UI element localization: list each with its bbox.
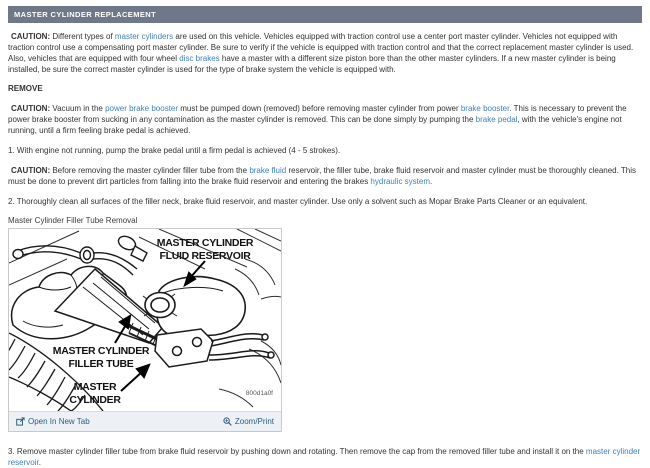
figure-illustration (9, 229, 281, 411)
body-text: Before removing the master cylinder filler tube from the (50, 166, 250, 175)
caution-paragraph-2 (8, 103, 642, 136)
body-text: Different types of (50, 32, 115, 41)
figure-footer (9, 411, 281, 431)
remove-heading: REMOVE (8, 84, 43, 93)
caution-paragraph-3 (8, 165, 642, 187)
figure-panel (8, 228, 282, 432)
body-text: must be pumped down (removed) before removing master cylinder from power (178, 104, 461, 113)
caution-paragraph-1 (8, 31, 642, 75)
figure-label-filler-line1: MASTER CYLINDER (52, 345, 150, 357)
link-master-cylinder-reservoir[interactable]: master cylinder reservoir (8, 447, 641, 467)
caution-label: CAUTION: (11, 32, 51, 41)
page-title: MASTER CYLINDER REPLACEMENT (14, 10, 157, 19)
link-power-brake-booster[interactable]: power brake booster (105, 104, 179, 113)
figure-code: 800d1a0f (245, 390, 273, 397)
figure-label-reservoir-line1: MASTER CYLINDER (156, 237, 254, 249)
body-text: reservoir, the filler tube, brake fluid reservoir and master cylinder must be thoroughly cleaned. This must be done to prevent dirt particles from falling into the brake fluid reservoir and entering the brakes (8, 166, 637, 186)
figure-label-cylinder-line2: CYLINDER (69, 394, 121, 406)
link-brake-booster[interactable]: brake booster (460, 104, 510, 113)
link-brake-pedal[interactable]: brake pedal (475, 115, 518, 124)
zoom-print-label: Zoom/Print (234, 417, 274, 426)
body-text: 3. Remove master cylinder filler tube from brake fluid reservoir by pushing down and rotating. Then remove the cap from the removed filler tube and install it on the (8, 447, 586, 456)
caution-label: CAUTION: (11, 166, 51, 175)
link-disc-brakes[interactable]: disc brakes (179, 54, 220, 63)
body-text: Vacuum in the (50, 104, 106, 113)
body-text: have a master with a different size piston bore than the other master cylinders. If a new master cylinder is being installed, be sure the correct master cylinder is used for the type of brake system the vehicle is equipped with. (8, 54, 616, 74)
figure-caption: Master Cylinder Filler Tube Removal (8, 216, 138, 225)
open-in-new-tab-label: Open In New Tab (28, 417, 90, 426)
step-3 (8, 446, 642, 468)
figure-label-reservoir-line2: FLUID RESERVOIR (159, 250, 251, 262)
body-text: are used on this vehicle. Vehicles equipped with traction control use a center port master cylinder. Vehicles not equipped with traction control use a compensating port master cylinder. Be sure to verify if the vehicle is equipped with traction control and that the correct replacement master cylinder is used. Also, vehicles that are equipped with four wheel (8, 32, 634, 63)
body-text: . This is necessary to prevent the power brake booster from sucking in any contamination as the master cylinder is removed. This can be done simply by pumping the (8, 104, 627, 124)
link-brake-fluid[interactable]: brake fluid (249, 166, 287, 175)
step-1: 1. With engine not running, pump the brake pedal until a firm pedal is achieved (4 - 5 strokes). (8, 146, 341, 155)
link-master-cylinders[interactable]: master cylinders (114, 32, 174, 41)
body-text: . (430, 177, 433, 186)
body-text: . (38, 458, 41, 467)
caution-label: CAUTION: (11, 104, 51, 113)
step-2: 2. Thoroughly clean all surfaces of the filler neck, brake fluid reservoir, and master cylinder. Use only a solvent such as Mopar Brake Parts Cleaner or an equivalent. (8, 197, 588, 206)
figure-label-filler-line2: FILLER TUBE (68, 358, 134, 370)
figure-label-cylinder-line1: MASTER (73, 381, 117, 393)
section-title-bar (8, 6, 642, 23)
link-hydraulic-system[interactable]: hydraulic system (370, 177, 430, 186)
body-text: , with the vehicle's engine not running, until a firm feeling brake pedal is achieved. (8, 115, 622, 135)
